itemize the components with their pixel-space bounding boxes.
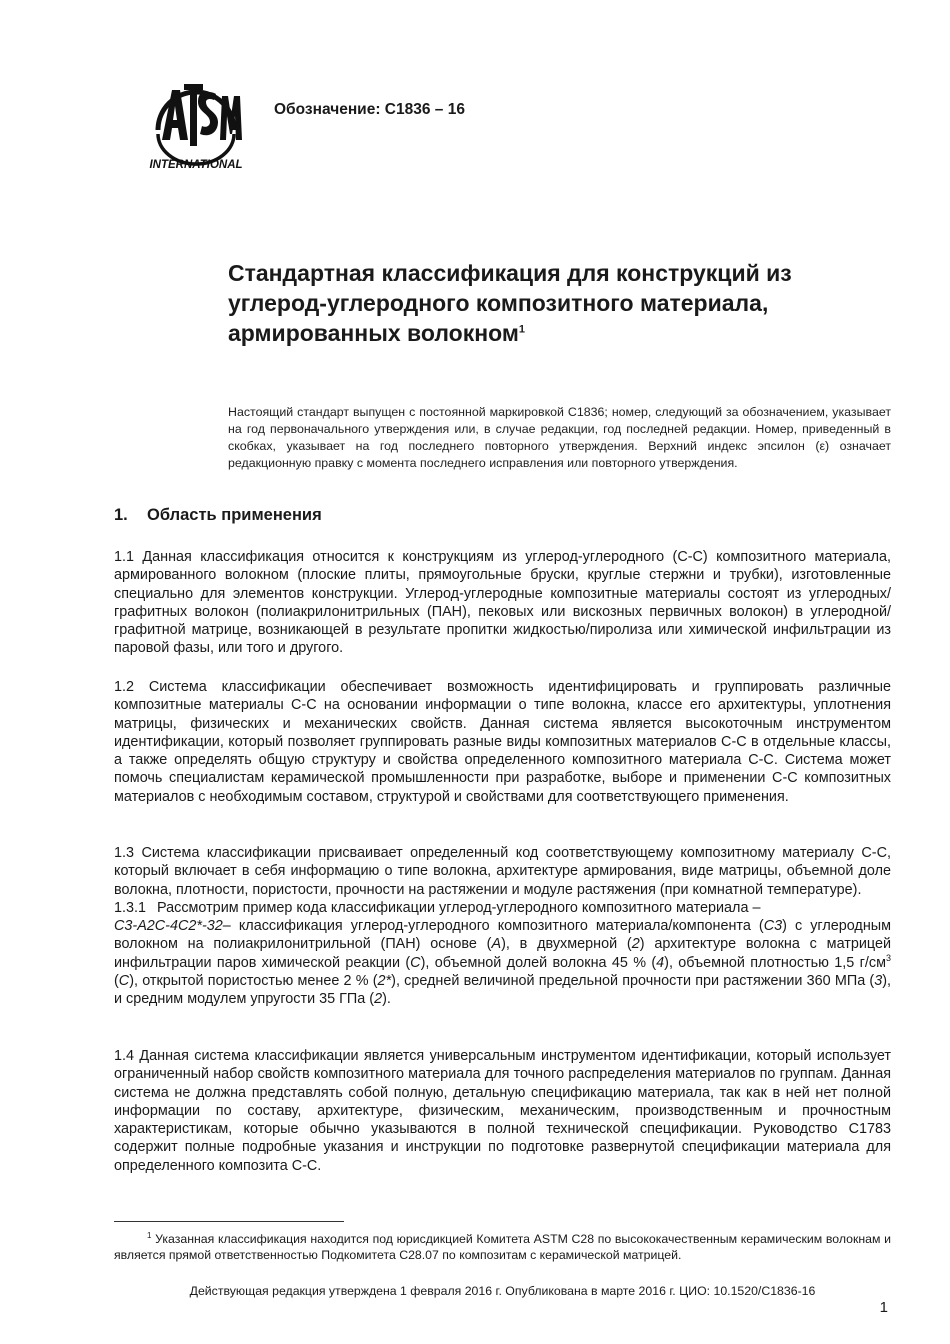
code-ref: C [410, 954, 421, 971]
paragraph-1-2: 1.2 Система классификации обеспечивает возможность идентифицировать и группировать различные композитные материалы C-C на основании информации о типе волокна, классе его архитектуры, уплотнения матрицы, физических и механических свойств. Данная система является высокоточным инструментом идентификации, который позволяет группировать разные виды композитных материалов C-C в отдельные классы, а также определять общую структуру и свойства определенного композитного материала C-C. Система может помочь специалистам керамической промышленности при разработке, выборе и применении C-C композитных материалов с необходимым составом, структурой и свойствами для соответствующего применения. [114, 679, 891, 805]
title-line-3-text: армированных волокном [228, 320, 519, 346]
paragraph-1-4: 1.4 Данная система классификации является универсальным инструментом идентификации, который использует ограниченный набор свойств композитного материала для точного распределения материалов по группам. Данная система не должна представлять собой полную, детальную спецификацию материала, так как в ней нет полной информации по составу, архитектуре, физическим, механическим, производственным и прочностным характеристикам, которые обычно указываются в полной технической спецификации. Руководство C1783 содержит полные подробные указания и инструкции по подготовке развернутой спецификации материала для определенного композита C-C. [114, 1048, 891, 1174]
document-title [228, 258, 891, 348]
superscript: 3 [885, 952, 891, 963]
code-ref: C3 [763, 918, 783, 935]
text-run: ), средней величиной предельной прочности при растяжении 360 МПа ( [391, 973, 875, 990]
paragraph-1-1: 1.1 Данная классификация относится к конструкциям из углерод-углеродного (C-C) композитного материала, армированного волокном (плоские плиты, прямоугольные бруски, круглые стержни и трубки), изготовленные специально для элементов конструкции. Углерод-углеродные композитные материалы состоят из углеродных/графитных волокон (полиакрилонитрильных (ПАН), пековых или вискозных первичных волокон) в углеродной/графитной матрице, возникающей в результате пропитки жидкостью/пиролиза или химической инфильтрации из паровой фазы, или того и другого. [114, 549, 891, 657]
code-ref: 3 [874, 973, 883, 990]
text-run: – классификация углерод-углеродного композитного материала/компонента ( [222, 918, 764, 935]
paragraph-1-3-1-intro-text: Рассмотрим пример кода классификации углерод-углеродного композитного материала – [157, 899, 761, 916]
title-line-3 [228, 318, 891, 348]
footnote-mark: 1 [147, 1230, 152, 1240]
text-run: ), и средним модулем упругости 35 ГПа ( [114, 973, 892, 1008]
text-run: ) с углеродным волокном на полиакрилонитрильной (ПАН) основе ( [114, 918, 891, 953]
text-run: ), объемной плотностью 1,5 г/см [664, 954, 886, 971]
edition-note: Действующая редакция утверждена 1 февраля 2016 г. Опубликована в марте 2016 г. ЦИО: 10.1520/C1836-16 [189, 1284, 816, 1298]
title-footnote-mark: 1 [518, 323, 525, 336]
code-ref: A [491, 936, 502, 953]
standard-notice: Настоящий стандарт выпущен с постоянной маркировкой C1836; номер, следующий за обозначением, указывает на год первоначального утверждения или, в случае редакции, год последней редакции. Номер, приведенный в скобках, указывает на год последнего повторного утверждения. Верхний индекс эпсилон (ε) означает редакционную правку с момента последнего исправления или повторного утверждения. [228, 405, 891, 470]
page-number: 1 [879, 1299, 888, 1316]
code-ref: C [118, 973, 130, 990]
astm-logo [140, 72, 252, 176]
text-run: ), объемной долей волокна 45 % ( [420, 954, 657, 971]
text-run: ( [114, 973, 119, 990]
text-run: ). [382, 991, 391, 1008]
paragraph-1-3: 1.3 Система классификации присваивает определенный код соответствующему композитному материалу C-C, который включает в себя информацию о типе волокна, архитектуре армирования, виде матрицы, объемной доле волокна, плотности, пористости, прочности на растяжении и модуле растяжения (при комнатной температуре). [114, 845, 891, 898]
paragraph-1-3-1-intro [114, 899, 891, 917]
logo-letter-a [162, 90, 188, 140]
designation: Обозначение: C1836 – 16 [274, 101, 465, 118]
section-title: Область применения [147, 506, 322, 524]
logo-international-text: INTERNATIONAL [149, 159, 243, 171]
paragraph-1-3-1-body [114, 917, 891, 1008]
footnote-text: Указанная классификация находится под юрисдикцией Комитета ASTM C28 по высококачественным керамическим волокнам и является прямой ответственностью Подкомитета C28.07 по композитам с керамической матрицей. [114, 1232, 891, 1263]
title-line-2: углерод-углеродного композитного материала, [228, 290, 769, 316]
paragraph-1-3-block [114, 844, 891, 1009]
footnote [114, 1231, 891, 1264]
code-ref: 2 [631, 936, 640, 953]
section-number: 1. [114, 506, 128, 524]
title-line-1: Стандартная классификация для конструкций из [228, 260, 792, 286]
section-heading [114, 506, 322, 525]
code-ref: 4 [656, 954, 665, 971]
logo-letter-m [220, 96, 242, 140]
text-run: ), в двухмерной ( [501, 936, 632, 953]
code-ref: 2* [377, 973, 392, 990]
code-ref: 2 [374, 991, 383, 1008]
paragraph-1-3-1-number: 1.3.1 [114, 899, 147, 916]
text-run: ) архитектуре волокна с матрицей инфильтрации паров химической реакции ( [114, 936, 892, 971]
logo-letter-t [190, 84, 197, 146]
logo-letter-t-bar [184, 84, 203, 90]
footnote-divider [114, 1221, 344, 1222]
text-run: ), открытой пористостью менее 2 % ( [129, 973, 378, 990]
classification-code: C3-A2C-4C2*-32 [114, 918, 223, 935]
